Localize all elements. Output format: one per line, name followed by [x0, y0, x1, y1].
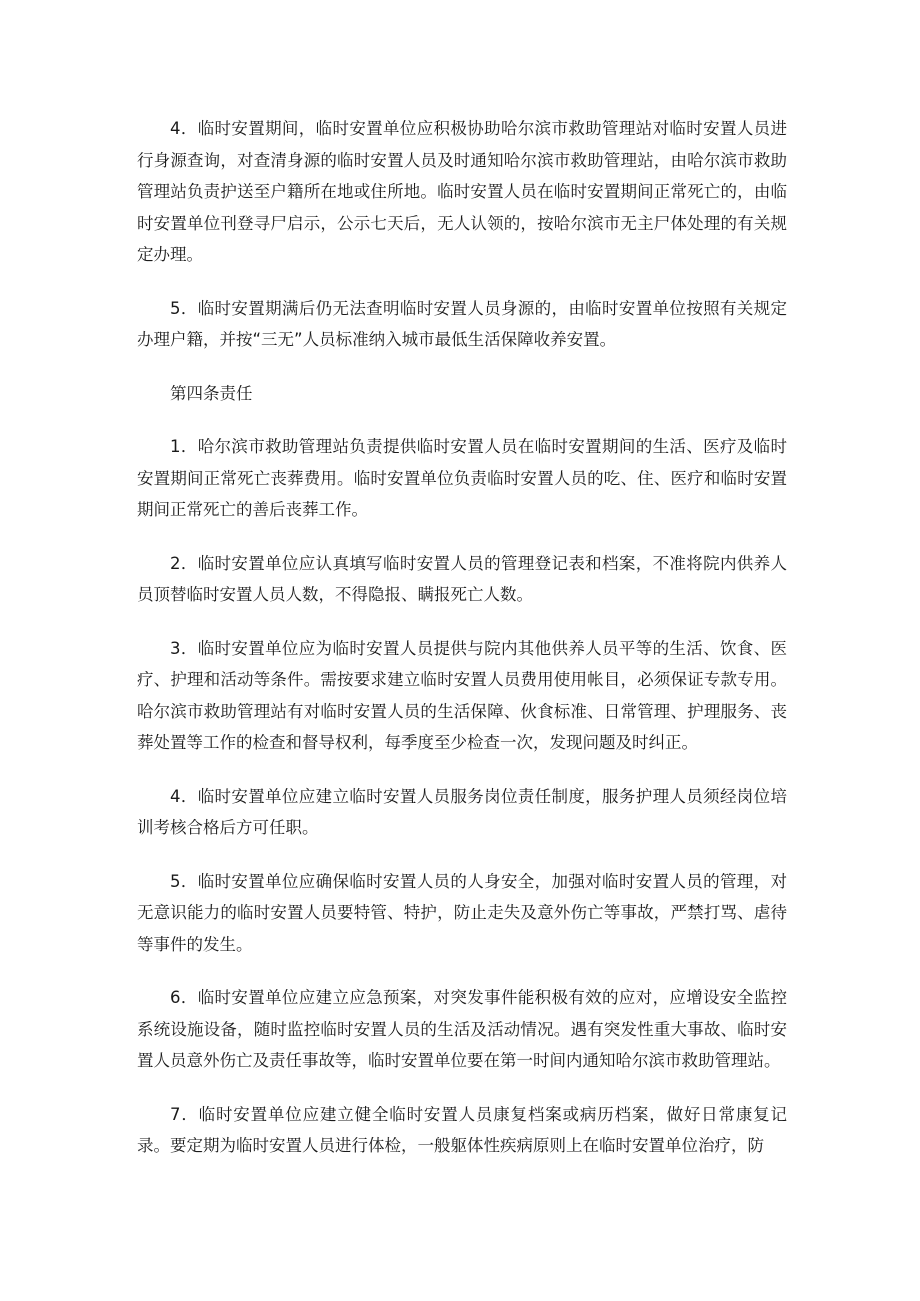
paragraph-responsibility-3: 3．临时安置单位应为临时安置人员提供与院内其他供养人员平等的生活、饮食、医疗、护理和活动等条件。需按要求建立临时安置人员费用使用帐目，必须保证专款专用。哈尔滨市救助管理站有对临时安置人员的生活保障、伙食标准、日常管理、护理服务、丧葬处置等工作的检查和督导权利，每季度至少检查一次，发现问题及时纠正。 [137, 638, 787, 752]
document-body [137, 113, 787, 1184]
paragraph-responsibility-4: 4．临时安置单位应建立临时安置人员服务岗位责任制度，服务护理人员须经岗位培训考核合格后方可任职。 [137, 786, 787, 837]
paragraph-responsibility-2: 2．临时安置单位应认真填写临时安置人员的管理登记表和档案，不准将院内供养人员顶替临时安置人员人数，不得隐报、瞒报死亡人数。 [137, 553, 787, 604]
paragraph-responsibility-6: 6．临时安置单位应建立应急预案，对突发事件能积极有效的应对，应增设安全监控系统设施设备，随时监控临时安置人员的生活及活动情况。遇有突发性重大事故、临时安置人员意外伤亡及责任事故等，临时安置单位要在第一时间内通知哈尔滨市救助管理站。 [137, 988, 787, 1070]
paragraph-item-4-placement-period: 4．临时安置期间，临时安置单位应积极协助哈尔滨市救助管理站对临时安置人员进行身源查询，对查清身源的临时安置人员及时通知哈尔滨市救助管理站，由哈尔滨市救助管理站负责护送至户籍所在地或住所地。临时安置人员在临时安置期间正常死亡的，由临时安置单位刊登寻尸启示，公示七天后，无人认领的，按哈尔滨市无主尸体处理的有关规定办理。 [137, 119, 787, 264]
paragraph-responsibility-1: 1．哈尔滨市救助管理站负责提供临时安置人员在临时安置期间的生活、医疗及临时安置期间正常死亡丧葬费用。临时安置单位负责临时安置人员的吃、住、医疗和临时安置期间正常死亡的善后丧葬工作。 [137, 437, 787, 519]
section-heading-article-4: 第四条责任 [170, 383, 253, 403]
paragraph-item-5-placement-expiry: 5．临时安置期满后仍无法查明临时安置人员身源的，由临时安置单位按照有关规定办理户籍，并按“三无”人员标准纳入城市最低生活保障收养安置。 [137, 298, 787, 349]
paragraph-responsibility-7: 7．临时安置单位应建立健全临时安置人员康复档案或病历档案，做好日常康复记录。要定期为临时安置人员进行体检，一般躯体性疾病原则上在临时安置单位治疗，防 [137, 1104, 787, 1155]
paragraph-responsibility-5: 5．临时安置单位应确保临时安置人员的人身安全，加强对临时安置人员的管理，对无意识能力的临时安置人员要特管、特护，防止走失及意外伤亡等事故，严禁打骂、虐待等事件的发生。 [137, 871, 787, 954]
